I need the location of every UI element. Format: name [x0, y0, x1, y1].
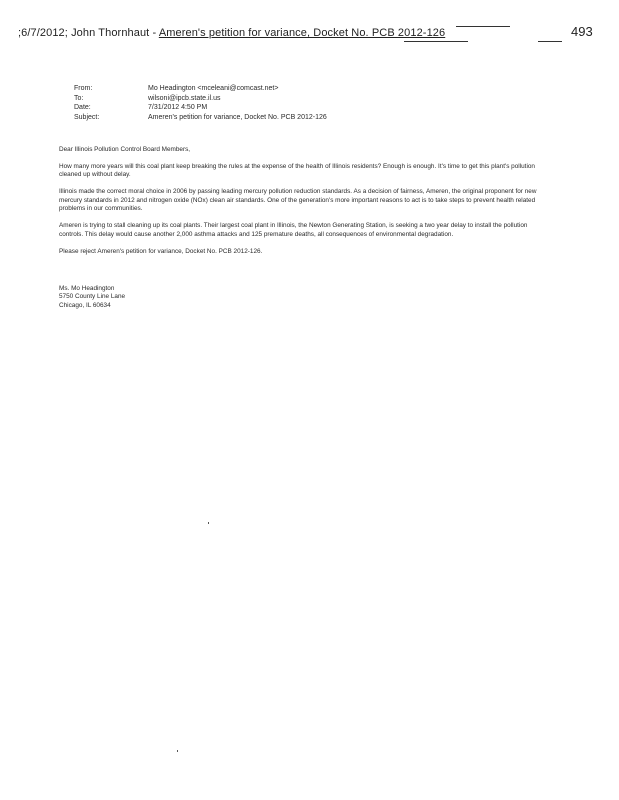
header-rule — [456, 26, 510, 27]
email-from-row — [74, 84, 327, 94]
document-header — [18, 27, 445, 39]
email-meta — [74, 84, 327, 122]
email-body — [59, 146, 537, 264]
email-from-label: From: — [74, 85, 93, 92]
email-paragraph: How many more years will this coal plant keep breaking the rules at the expense of the health of Illinois residents? Enough is enough. It's time to get this plant's pollution cleaned up without delay. — [59, 162, 535, 179]
email-to-value: wilsoni@ipcb.state.il.us — [148, 94, 221, 102]
header-prefix: ;6/7/2012; John Thornhaut - — [18, 27, 159, 39]
header-rule — [404, 41, 468, 42]
email-to-row — [74, 94, 327, 104]
email-paragraph: Ameren is trying to stall cleaning up its coal plants. Their largest coal plant in Illinois, the Newton Generating Station, is seeking a two year delay to install the pollution controls. This delay would cause another 2,000 asthma attacks and 125 premature deaths, all consequences of environmental degradation. — [59, 222, 528, 238]
email-date-label: Date: — [74, 104, 91, 112]
page-number: 493 — [571, 24, 593, 39]
email-subject-row — [74, 113, 327, 123]
header-rule — [538, 41, 562, 42]
signature-street: 5750 County Line Lane — [59, 293, 126, 301]
signature-name: Ms. Mo Headington — [59, 285, 115, 292]
email-date-row — [74, 103, 327, 113]
email-to-label: To: — [74, 94, 84, 102]
scan-speck — [208, 522, 209, 524]
email-paragraph: Illinois made the correct moral choice in 2006 by passing leading mercury pollution reduction standards. As a decision of fairness, Ameren, the original proponent for new mercury standards in 2012 and nitrogen oxide (NOx) clean air standards. One of the generation's more important reasons to act is to take steps to prevent health related problems in our communities. — [59, 188, 537, 213]
scan-speck — [177, 750, 178, 752]
email-closing: Please reject Ameren's petition for variance, Docket No. PCB 2012-126. — [59, 247, 263, 255]
email-date-value: 7/31/2012 4:50 PM — [148, 104, 208, 112]
email-from-value: Mo Headington <mceleani@comcast.net> — [148, 85, 279, 92]
email-greeting: Dear Illinois Pollution Control Board Members, — [59, 146, 191, 153]
email-subject-value: Ameren's petition for variance, Docket No. PCB 2012-126 — [148, 113, 327, 121]
email-signature — [59, 285, 125, 310]
header-title: Ameren's petition for variance, Docket No. PCB 2012-126 — [158, 27, 446, 39]
email-subject-label: Subject: — [74, 113, 100, 121]
signature-city: Chicago, IL 60634 — [59, 301, 111, 309]
